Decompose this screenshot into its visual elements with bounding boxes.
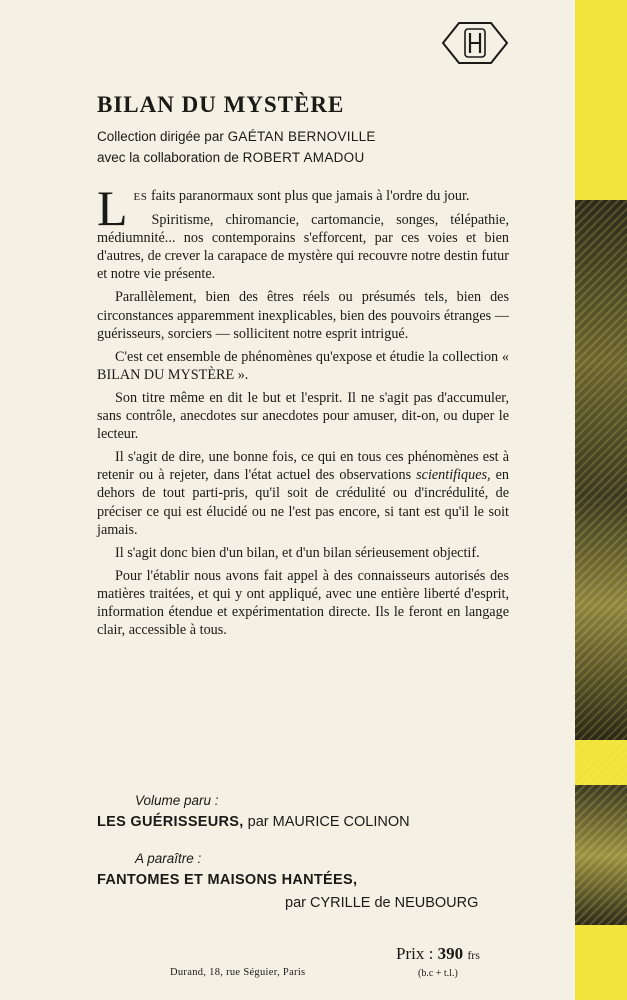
- paragraph-1: [97, 180, 509, 236]
- dropcap-letter: L: [97, 180, 128, 236]
- cover-spine-strip: [575, 0, 627, 1000]
- paragraph-1-smallcaps: ES: [133, 191, 148, 203]
- director-name: GAÉTAN BERNOVILLE: [227, 129, 376, 144]
- paragraph-8: Pour l'établir nous avons fait appel à des connaisseurs autorisés des matières traitées, et qui y ont appliqué, avec une entière liberté d'esprit, information étendue et expérimentation directe. Ils le feront en langage clair, accessible à tous.: [97, 567, 509, 639]
- paragraph-1-text: faits paranormaux sont plus que jamais à l'ordre du jour.: [147, 188, 470, 204]
- collaborator-prefix: avec la collaboration de: [97, 150, 239, 165]
- published-author: par MAURICE COLINON: [243, 814, 410, 830]
- director-line: [97, 129, 376, 144]
- paragraph-2: Spiritisme, chiromancie, cartomancie, songes, télépathie, médiumnité... nos contemporains s'efforcent, par ces voies et bien d'autres, de crever la carapace de mystère qui recouvre notre destin futur et notre vie présente.: [97, 212, 509, 283]
- upcoming-author: par CYRILLE de NEUBOURG: [285, 895, 479, 911]
- tax-note: (b.c + t.l.): [418, 968, 458, 979]
- paragraph-6: [97, 448, 509, 538]
- paragraph-6-b: en dehors de tout parti-pris, qu'il soit de crédulité ou d'incrédulité, de préciser ce qui est élucidé ou ne l'est pas encore, si tant est qu'il le soit jamais.: [97, 467, 509, 538]
- published-label: Volume paru :: [135, 793, 219, 808]
- upcoming-title: FANTOMES ET MAISONS HANTÉES,: [97, 872, 358, 888]
- price-label: Prix :: [396, 944, 434, 963]
- director-prefix: Collection dirigée par: [97, 129, 224, 144]
- paragraph-7: Il s'agit donc bien d'un bilan, et d'un bilan sérieusement objectif.: [115, 544, 480, 561]
- upcoming-volume: [97, 872, 357, 888]
- collaborator-name: ROBERT AMADOU: [242, 150, 365, 165]
- collaborator-line: [97, 150, 365, 165]
- published-volume: [97, 814, 410, 830]
- price: [396, 944, 480, 964]
- upcoming-label: A paraître :: [135, 851, 202, 866]
- price-unit: frs: [467, 948, 480, 962]
- paragraph-3: Parallèlement, bien des êtres réels ou présumés tels, bien des circonstances apparemment inexplicables, bien des pouvoirs étranges — guérisseurs, sorciers — sollicitent notre esprit intrigué.: [97, 289, 509, 342]
- body-text: [97, 180, 509, 644]
- collection-title: BILAN DU MYSTÈRE: [97, 92, 345, 117]
- paragraph-4: C'est cet ensemble de phénomènes qu'expose et étudie la collection « BILAN DU MYSTÈRE ».: [97, 348, 509, 383]
- paragraph-6-emphasis: scientifiques,: [416, 467, 491, 484]
- engraving-texture: [575, 200, 627, 925]
- paragraph-6-a: Il s'agit de dire, une bonne fois, ce qui en tous ces phénomènes est à retenir ou à rejeter, dans l'état actuel des observations: [97, 449, 509, 484]
- published-title: LES GUÉRISSEURS,: [97, 814, 244, 830]
- paragraph-5: Son titre même en dit le but et l'esprit. Il ne s'agit pas d'accumuler, sans contrôle, anecdotes sur anecdotes pour amuser, dit-on, ou duper le lecteur.: [97, 389, 509, 443]
- H-diamond-logo-icon: [440, 20, 510, 66]
- printer-imprint: Durand, 18, rue Séguier, Paris: [170, 967, 306, 978]
- price-value: 390: [437, 944, 464, 963]
